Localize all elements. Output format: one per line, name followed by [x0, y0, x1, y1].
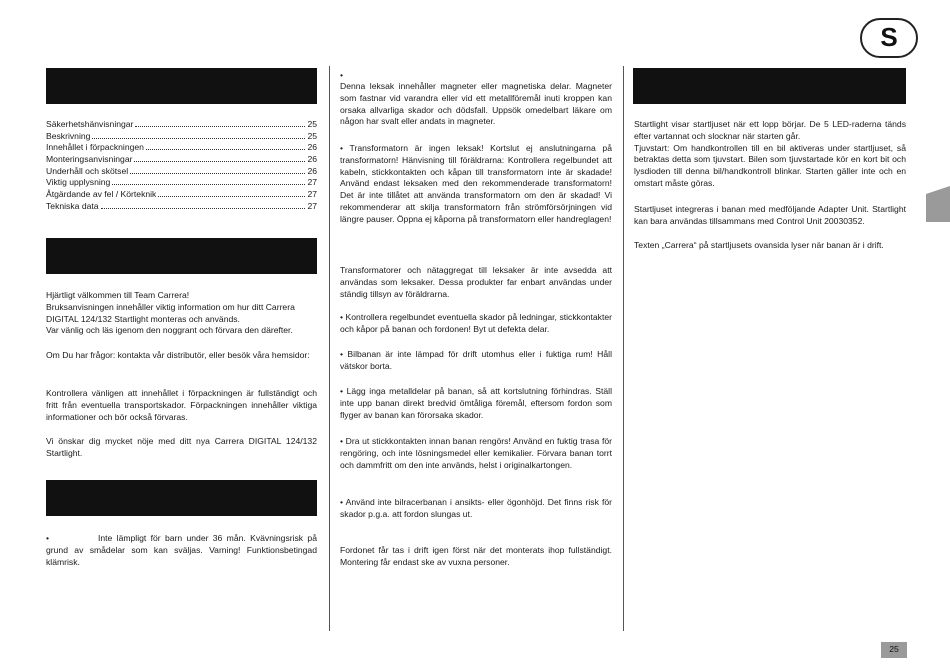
- toc-page: 25: [307, 119, 317, 129]
- contents-heading-bar: [46, 68, 317, 104]
- toc-page: 26: [307, 165, 317, 176]
- read-instructions-text: Var vänlig och läs igenom den noggrant och förvara den därefter.: [46, 325, 293, 336]
- page-number: 25: [881, 642, 907, 658]
- carrera-text-info: Texten „Carrera“ på startljusets ovansida lyser när banan är i drift.: [634, 240, 884, 250]
- toc-row[interactable]: [46, 119, 317, 131]
- description-heading-bar: [46, 238, 317, 274]
- toc-row[interactable]: [46, 201, 317, 213]
- cleaning-warning: • Dra ut stickkontakten innan banan rengörs! Använd en fuktig trasa för rengöring, och inte lösningsmedel eller kemikalier. Förvara banan torrt och dammfritt om den inte används, helst i originalkartongen.: [340, 436, 612, 470]
- toc-row[interactable]: [46, 154, 317, 166]
- description-block: [46, 290, 317, 337]
- toc-leader: [135, 126, 305, 127]
- toc-page: 25: [307, 130, 317, 141]
- enjoy-text: Vi önskar dig mycket nöje med ditt nya Carrera DIGITAL 124/132 Startlight.: [46, 436, 317, 458]
- false-start-text: Tjuvstart: Om handkontrollen till en bil aktiveras under startljuset, så betraktas detta som tjuvstart. Bilen som tjuvstartade kör en kort bit och lysdioden till denna bil/handkontroll blinkar. Starten gäller inte och en omstart måste göras.: [634, 142, 906, 188]
- toc-label: Åtgärdande av fel / Körteknik: [46, 189, 157, 200]
- welcome-text: Hjärtligt välkommen till Team Carrera!: [46, 290, 190, 300]
- toc-label: Beskrivning: [46, 130, 91, 141]
- integration-text: Startljuset integreras i banan med medföljande Adapter Unit. Startlight kan bara användas tillsammans med Control Unit 20030352.: [634, 204, 906, 226]
- table-of-contents: [46, 119, 317, 213]
- toc-leader: [101, 208, 306, 209]
- toc-leader: [158, 196, 305, 197]
- toc-label: Säkerhetshänvisningar: [46, 119, 134, 129]
- toc-label: Underhåll och skötsel: [46, 165, 129, 176]
- toc-row[interactable]: [46, 142, 317, 154]
- column-divider-1: [329, 66, 330, 631]
- toc-page: 26: [307, 154, 317, 165]
- function-heading-bar: [633, 68, 906, 104]
- contents-check-text: Kontrollera vänligen att innehållet i förpackningen är fullständigt och fritt från eventuella transportskador. Förpackningen innehåller viktiga informationer och bör också förvaras.: [46, 388, 317, 422]
- magnet-warning: Denna leksak innehåller magneter eller magnetiska delar. Magneter som fastnar vid varandra eller vid ett metallföremål inuti kroppen kan orsaka allvarliga skador och dödsfall. Uppsök omedelbart läkare om någon har svalt eller andats in magneter.: [340, 81, 612, 127]
- outdoor-warning: • Bilbanan är inte lämpad för drift utomhus eller i fuktiga rum! Håll vätskor borta.: [340, 349, 612, 371]
- toc-row[interactable]: [46, 166, 317, 178]
- questions-text: Om Du har frågor: kontakta vår distributör, eller besök våra hemsidor:: [46, 350, 310, 360]
- toc-leader: [112, 184, 305, 185]
- transformer-warning: • Transformatorn är ingen leksak! Kortslut ej anslutningarna på transformatorn! Hänvisning till föräldrarna: Kontrollera regelbundet att kabeln, stickkontakten och kåpan till transformatorn inte är skadade! Använd endast leksaken med den rekommenderade transformatorn! Det är inte tillåtet att använda transformatorn om den är skadad! Vi rekommenderar att skilja transformatorn från strömförsörjningen vid längre pauser. Öppna ej kåporna på transformatorn eller handreglagen!: [340, 143, 612, 224]
- toc-leader: [130, 173, 305, 174]
- adapter-warning: Transformatorer och nätaggregat till leksaker är inte avsedda att användas som leksaker. Dessa produkter far enbart användas under ständig tillsyn av föräldrarna.: [340, 265, 612, 299]
- toc-page: 27: [307, 189, 317, 200]
- warning-text: Inte lämpligt för barn under 36 mån. Kvävningsrisk på grund av smådelar som kan sväljas. Varning! Funktionsbetingad klämrisk.: [46, 533, 317, 567]
- metal-warning: • Lägg inga metalldelar på banan, så att kortslutning förhindras. Ställ inte upp banan direkt bredvid ömtåliga föremål, eftersom fordon som flyger av banan kan förorsaka skador.: [340, 386, 612, 420]
- bullet-marker: •: [340, 70, 344, 80]
- toc-leader: [146, 149, 305, 150]
- language-badge: S: [860, 18, 918, 58]
- toc-page: 27: [307, 200, 317, 211]
- toc-label: Tekniska data: [46, 200, 99, 211]
- toc-label: Innehållet i förpackningen: [46, 142, 144, 153]
- toc-label: Monteringsanvisningar: [46, 154, 133, 165]
- startlight-description: [634, 119, 906, 190]
- choking-warning: [46, 533, 317, 568]
- vehicle-assembly-text: Fordonet får tas i drift igen först när det monterats ihop fullständigt. Montering får endast ske av vuxna personer.: [340, 545, 612, 567]
- chapter-tab: [926, 186, 950, 222]
- toc-row[interactable]: [46, 131, 317, 143]
- toc-label: Viktig upplysning: [46, 177, 111, 188]
- eye-level-warning: • Använd inte bilracerbanan i ansikts- eller ögonhöjd. Det finns risk för skador p.g.a. att fordon slungas ut.: [340, 497, 612, 519]
- toc-leader: [92, 138, 305, 139]
- startlight-text: Startlight visar startljuset när ett lopp börjar. De 5 LED-raderna tänds efter vartannat och slocknar när starten går.: [634, 119, 906, 141]
- inspection-warning: • Kontrollera regelbundet eventuella skador på ledningar, stickkontakter och kåpor på banan och fordonen! Byt ut defekta delar.: [340, 312, 612, 334]
- column-divider-2: [623, 66, 624, 631]
- chapter-tab-shape: [926, 186, 950, 222]
- warning-bullet: •: [46, 533, 50, 543]
- toc-leader: [134, 161, 305, 162]
- safety-heading-bar: [46, 480, 317, 516]
- toc-page: 26: [307, 142, 317, 153]
- toc-page: 27: [307, 177, 317, 188]
- intro-text: Bruksanvisningen innehåller viktig information om hur ditt Carrera DIGITAL 124/132 Startlight monteras och används.: [46, 301, 295, 324]
- toc-row[interactable]: [46, 177, 317, 189]
- toc-row[interactable]: [46, 189, 317, 201]
